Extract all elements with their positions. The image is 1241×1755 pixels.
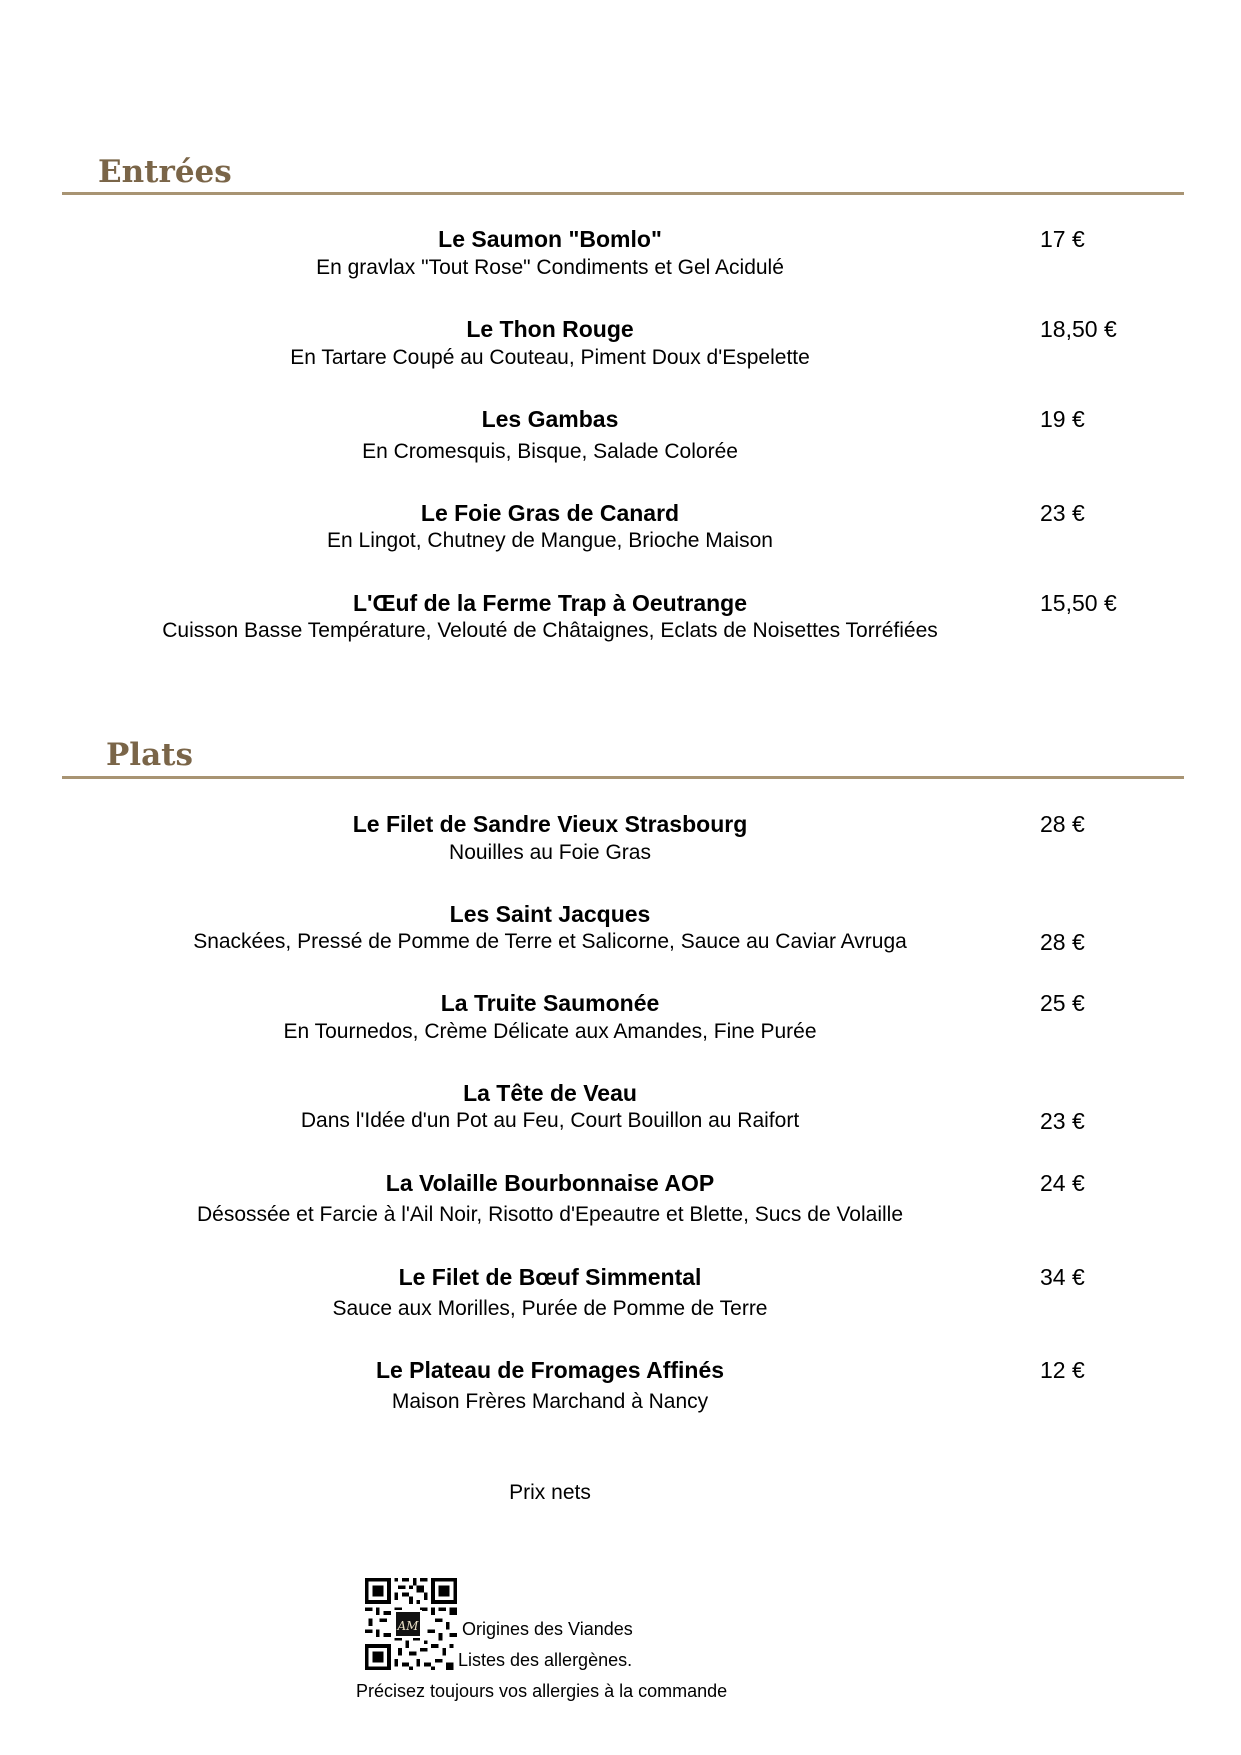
dish-name: Les Saint Jacques <box>449 901 651 927</box>
allergy-notice-text: Précisez toujours vos allergies à la commande <box>356 1681 728 1701</box>
dish-description: Désossée et Farcie à l'Ail Noir, Risotto d'Epeautre et Blette, Sucs de Volaille <box>196 1203 904 1226</box>
dish-name: La Volaille Bourbonnaise AOP <box>385 1170 715 1196</box>
dish-price: 25 € <box>1040 990 1085 1016</box>
dish-price: 34 € <box>1040 1264 1085 1290</box>
qr-center-logo: AM <box>394 1610 422 1638</box>
section-title-plats: Plats <box>106 737 193 773</box>
dish-description: Nouilles au Foie Gras <box>449 841 651 864</box>
allergens-list-text: Listes des allergènes. <box>458 1650 633 1670</box>
dish-description: Snackées, Pressé de Pomme de Terre et Salicorne, Sauce au Caviar Avruga <box>193 930 907 953</box>
dish-description: En Cromesquis, Bisque, Salade Colorée <box>362 440 738 463</box>
dish-description: Dans l'Idée d'un Pot au Feu, Court Bouillon au Raifort <box>300 1109 800 1132</box>
section-title-entrees: Entrées <box>98 154 232 190</box>
dish-price: 12 € <box>1040 1357 1085 1383</box>
section-divider-plats <box>62 776 1184 779</box>
net-prices-note: Prix nets <box>509 1481 591 1504</box>
dish-price: 23 € <box>1040 500 1085 526</box>
dish-description: Maison Frères Marchand à Nancy <box>391 1390 709 1413</box>
meat-origins-text: Origines des Viandes <box>462 1619 633 1639</box>
dish-description: En Tournedos, Crème Délicate aux Amandes, Fine Purée <box>283 1020 817 1043</box>
dish-name: L'Œuf de la Ferme Trap à Oeutrange <box>352 590 747 616</box>
dish-price: 28 € <box>1040 929 1085 955</box>
dish-name: Les Gambas <box>481 406 619 432</box>
dish-name: Le Filet de Bœuf Simmental <box>398 1264 702 1290</box>
dish-price: 17 € <box>1040 226 1085 252</box>
dish-price: 28 € <box>1040 811 1085 837</box>
dish-description: En gravlax "Tout Rose" Condiments et Gel Acidulé <box>316 256 784 279</box>
dish-price: 18,50 € <box>1040 316 1117 342</box>
dish-price: 15,50 € <box>1040 590 1117 616</box>
dish-name: Le Plateau de Fromages Affinés <box>375 1357 725 1383</box>
dish-description: Sauce aux Morilles, Purée de Pomme de Terre <box>332 1297 768 1320</box>
dish-description: En Tartare Coupé au Couteau, Piment Doux d'Espelette <box>290 346 810 369</box>
dish-name: Le Thon Rouge <box>466 316 634 342</box>
dish-price: 19 € <box>1040 406 1085 432</box>
dish-name: Le Foie Gras de Canard <box>420 500 680 526</box>
dish-name: Le Saumon "Bomlo" <box>438 226 662 252</box>
dish-name: La Tête de Veau <box>463 1080 637 1106</box>
dish-name: La Truite Saumonée <box>440 990 660 1016</box>
dish-price: 24 € <box>1040 1170 1085 1196</box>
section-divider-entrees <box>62 192 1184 195</box>
dish-price: 23 € <box>1040 1108 1085 1134</box>
dish-description: Cuisson Basse Température, Velouté de Châtaignes, Eclats de Noisettes Torréfiées <box>162 619 938 642</box>
dish-description: En Lingot, Chutney de Mangue, Brioche Maison <box>327 529 773 552</box>
dish-name: Le Filet de Sandre Vieux Strasbourg <box>352 811 748 837</box>
